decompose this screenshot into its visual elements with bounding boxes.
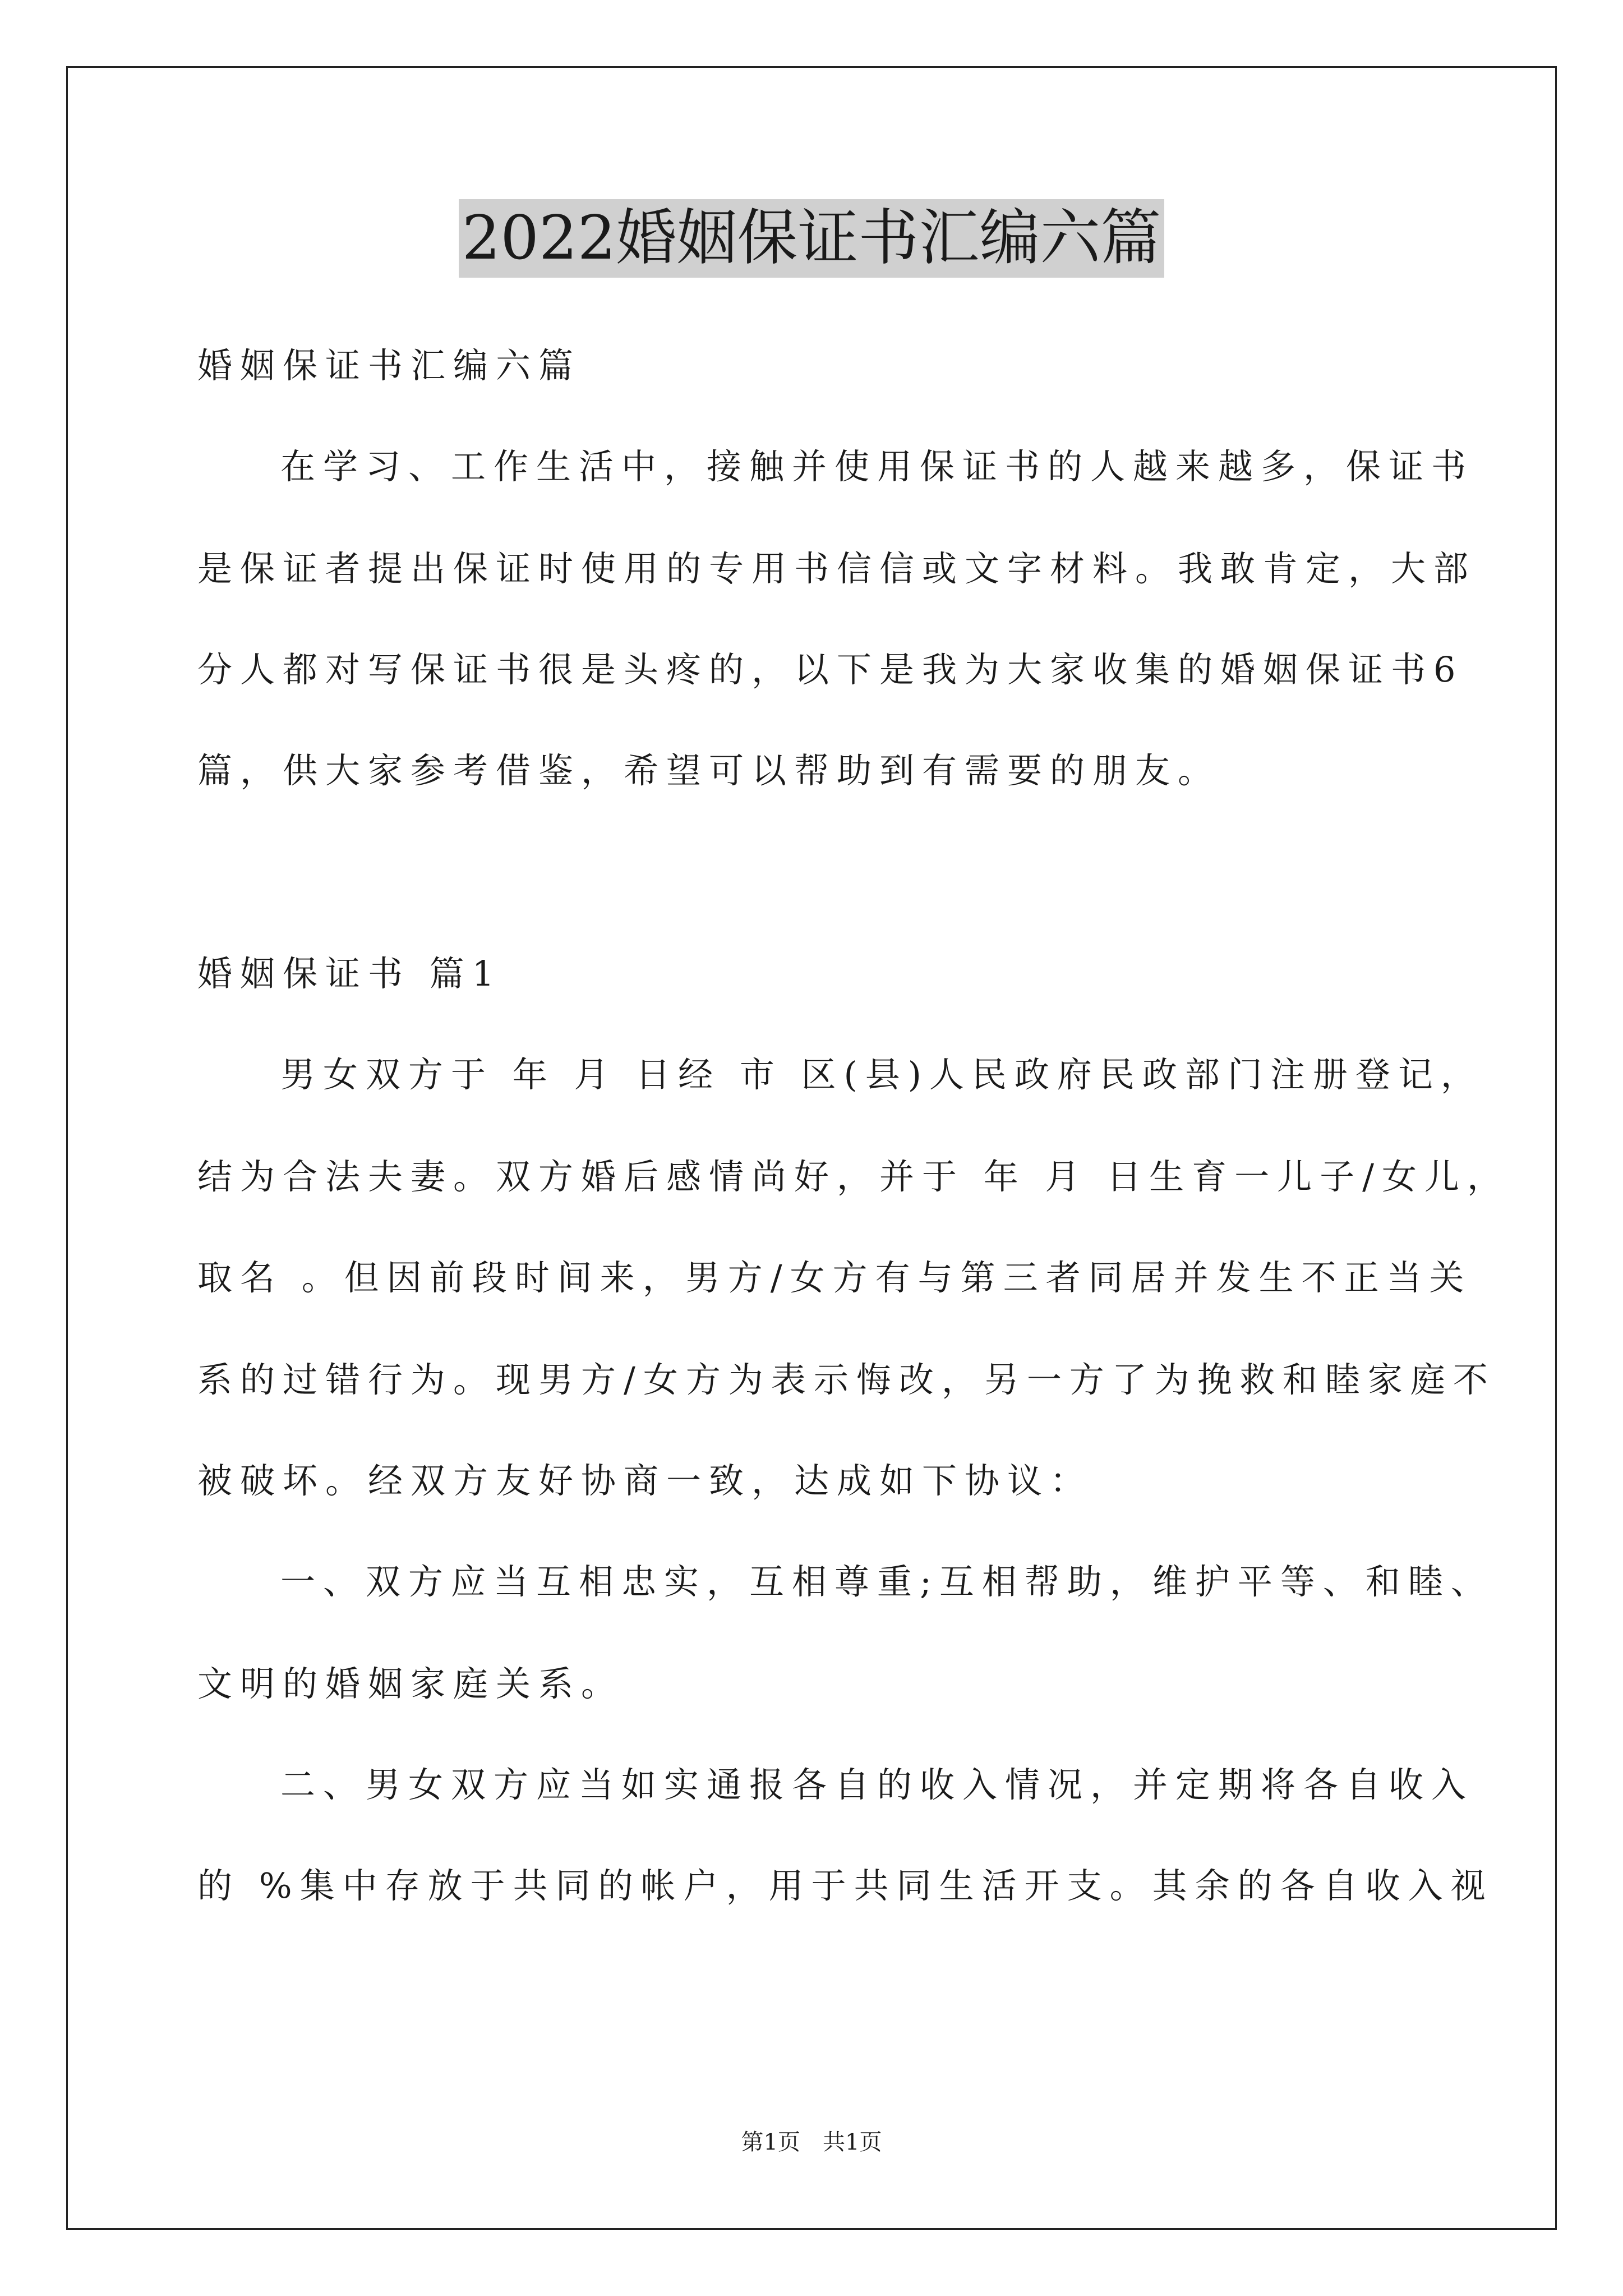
section-line: 男女双方于 年 月 日经 市 区(县)人民政府民政部门注册登记， <box>280 1054 1483 1095</box>
section-line: 二、男女双方应当如实通报各自的收入情况，并定期将各自收入 <box>280 1764 1474 1805</box>
section-line: 一、双方应当互相忠实，互相尊重;互相帮助，维护平等、和睦、 <box>280 1561 1493 1602</box>
section-line: 被破坏。经双方友好协商一致，达成如下协议： <box>197 1460 1093 1501</box>
intro-line: 是保证者提出保证时使用的专用书信信或文字材料。我敢肯定，大部 <box>197 548 1477 589</box>
title-container <box>0 199 1623 278</box>
intro-line: 分人都对写保证书很是头疼的，以下是我为大家收集的婚姻保证书6 <box>197 649 1464 690</box>
intro-line: 在学习、工作生活中，接触并使用保证书的人越来越多，保证书 <box>280 446 1474 487</box>
intro-line: 篇，供大家参考借鉴，希望可以帮助到有需要的朋友。 <box>197 750 1221 791</box>
document-title: 2022婚姻保证书汇编六篇 <box>459 199 1165 278</box>
section-heading: 婚姻保证书 篇1 <box>197 953 502 994</box>
subtitle: 婚姻保证书汇编六篇 <box>197 345 582 386</box>
section-line: 系的过错行为。现男方/女方为表示悔改，另一方了为挽救和睦家庭不 <box>197 1359 1496 1400</box>
section-line: 文明的婚姻家庭关系。 <box>197 1663 624 1704</box>
section-line: 结为合法夫妻。双方婚后感情尚好，并于 年 月 日生育一儿子/女儿， <box>197 1156 1510 1197</box>
page-footer: 第1页 共1页 <box>741 2129 882 2155</box>
section-line: 的 %集中存放于共同的帐户，用于共同生活开支。其余的各自收入视 <box>197 1865 1493 1906</box>
section-line: 取名 。但因前段时间来，男方/女方有与第三者同居并发生不正当关 <box>197 1257 1472 1298</box>
